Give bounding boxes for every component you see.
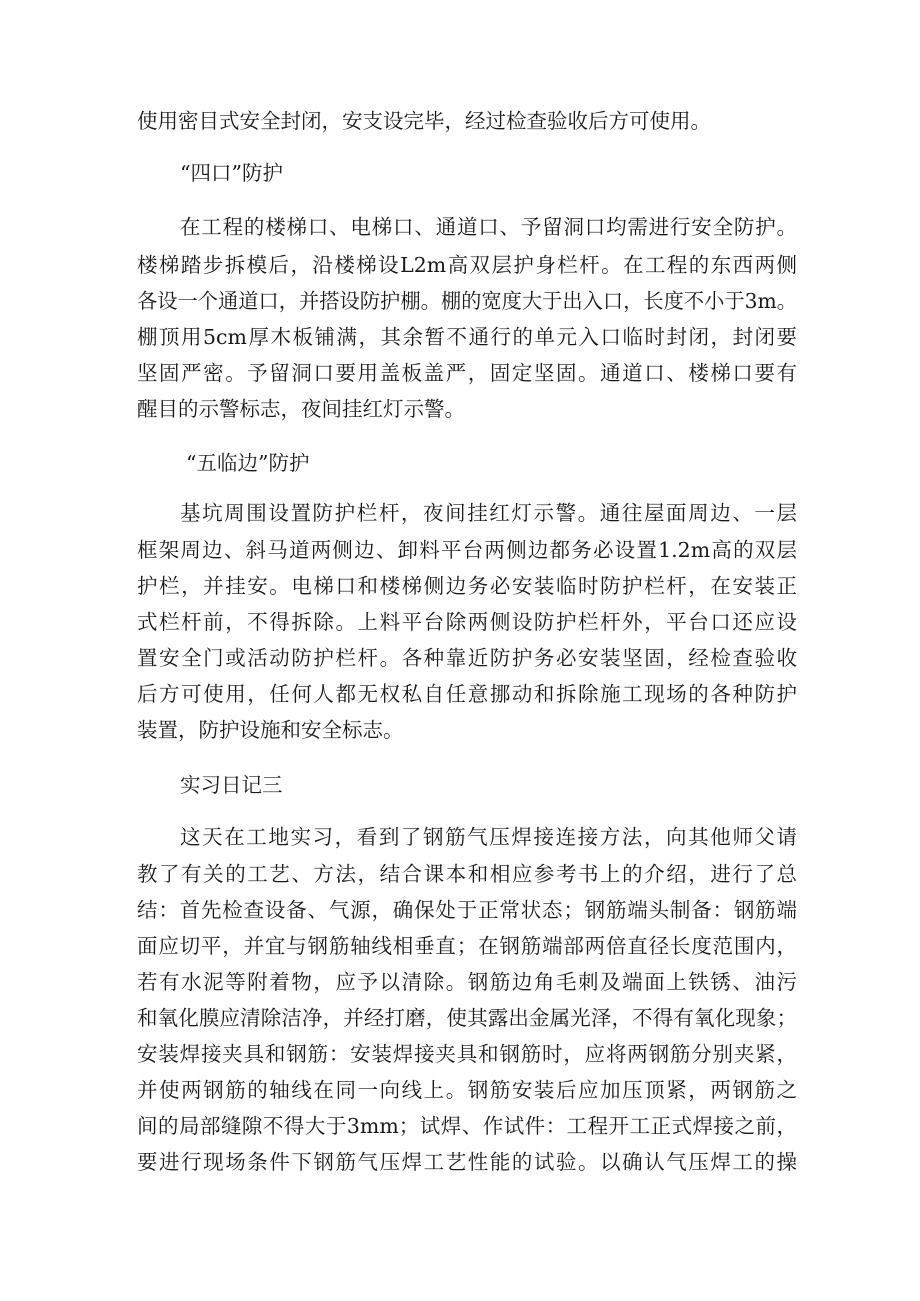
paragraph-line: 坚固严密。予留洞口要用盖板盖严，固定坚固。通道口、楼梯口要有 — [137, 361, 797, 385]
section-heading-four-openings: “四口”防护 — [180, 161, 283, 185]
paragraph-line: 教了有关的工艺、方法，结合课本和相应参考书上的介绍，进行了总 — [137, 862, 797, 886]
paragraph-line: 若有水泥等附着物，应予以清除。钢筋边角毛刺及端面上铁锈、油污 — [137, 970, 797, 994]
paragraph-line: 并使两钢筋的轴线在同一向线上。钢筋安装后应加压顶紧，两钢筋之 — [137, 1078, 797, 1102]
paragraph-line: 和氧化膜应清除洁净，并经打磨，使其露出金属光泽，不得有氧化现象； — [137, 1006, 797, 1030]
paragraph-line: 式栏杆前，不得拆除。上料平台除两侧设防护栏杆外，平台口还应设 — [137, 610, 797, 634]
paragraph-line: 要进行现场条件下钢筋气压焊工艺性能的试验。以确认气压焊工的操 — [137, 1150, 797, 1174]
paragraph-line: 面应切平，并宜与钢筋轴线相垂直；在钢筋端部两倍直径长度范围内， — [137, 934, 797, 958]
paragraph-line: 后方可使用，任何人都无权私自任意挪动和拆除施工现场的各种防护 — [137, 682, 797, 706]
paragraph-line: 使用密目式安全封闭，安支设完毕，经过检查验收后方可使用。 — [137, 109, 711, 133]
paragraph-line: 这天在工地实习，看到了钢筋气压焊接连接方法，向其他师父请 — [180, 825, 797, 849]
paragraph-line: 间的局部缝隙不得大于3mm；试焊、作试件：工程开工正式焊接之前， — [137, 1114, 797, 1138]
paragraph-line: 楼梯踏步拆模后，沿楼梯设L2m高双层护身栏杆。在工程的东西两侧 — [137, 253, 797, 277]
paragraph-line: 框架周边、斜马道两侧边、卸料平台两侧边都务必设置1.2m高的双层 — [137, 538, 797, 562]
paragraph-line: 醒目的示警标志，夜间挂红灯示警。 — [137, 397, 465, 421]
paragraph-line: 在工程的楼梯口、电梯口、通道口、予留洞口均需进行安全防护。 — [180, 215, 797, 239]
paragraph-line: 置安全门或活动防护栏杆。各种靠近防护务必安装坚固，经检查验收 — [137, 646, 797, 670]
paragraph-line: 装置，防护设施和安全标志。 — [137, 718, 404, 742]
paragraph-line: 基坑周围设置防护栏杆，夜间挂红灯示警。通往屋面周边、一层 — [180, 501, 797, 525]
paragraph-line: 护栏，并挂安。电梯口和楼梯侧边务必安装临时防护栏杆，在安装正 — [137, 574, 797, 598]
section-heading-diary-three: 实习日记三 — [180, 773, 283, 797]
paragraph-line: 各设一个通道口，并搭设防护棚。棚的宽度大于出入口，长度不小于3m。 — [137, 289, 797, 313]
paragraph-line: 安装焊接夹具和钢筋：安装焊接夹具和钢筋时，应将两钢筋分别夹紧， — [137, 1042, 797, 1066]
paragraph-line: 结：首先检查设备、气源，确保处于正常状态；钢筋端头制备：钢筋端 — [137, 898, 797, 922]
paragraph-line: 棚顶用5cm厚木板铺满，其余暂不通行的单元入口临时封闭，封闭要 — [137, 325, 797, 349]
section-heading-five-edges: “五临边”防护 — [186, 451, 310, 475]
